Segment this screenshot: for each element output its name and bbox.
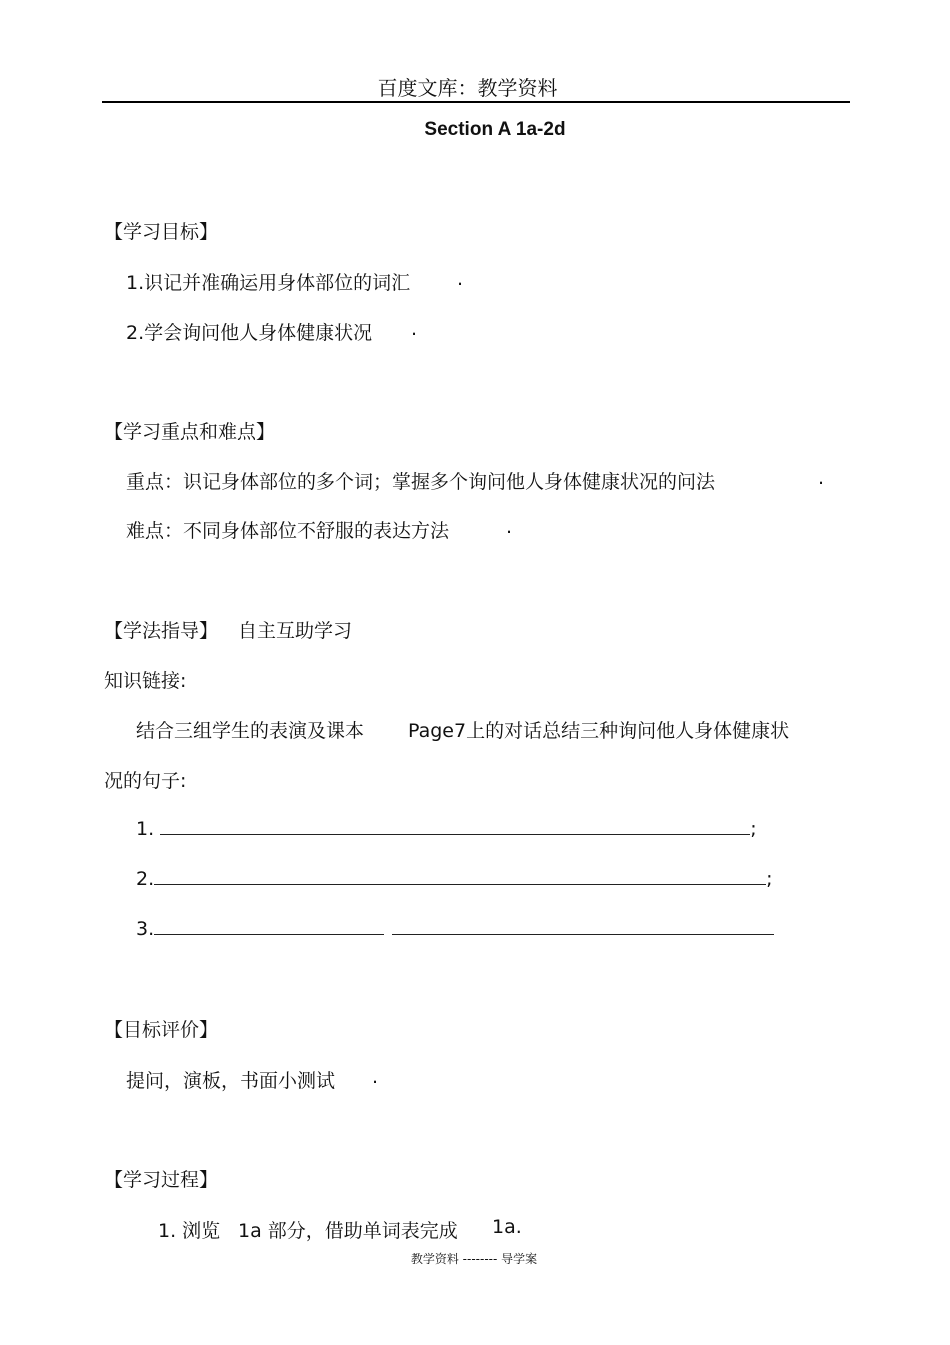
- process-step-1-text: 1a 部分，借助单词表完成: [238, 1220, 458, 1242]
- focus-period: .: [818, 467, 825, 489]
- difficulty-text: 难点：不同身体部位不舒服的表达方法: [126, 520, 450, 542]
- evaluation-period: .: [372, 1066, 379, 1088]
- blank-number-1: 1.: [136, 818, 155, 840]
- blank-number-3: 3.: [136, 918, 155, 940]
- answer-blank-3b[interactable]: [392, 917, 774, 935]
- page-footer: 教学资料 -------- 导学案: [410, 1252, 538, 1266]
- paragraph-page-ref: Page7上的对话总结三种询问他人身体健康状: [408, 720, 790, 742]
- objective-item-1: 1.识记并准确运用身体部位的词汇: [126, 272, 411, 294]
- answer-blank-2[interactable]: [154, 867, 766, 885]
- objectives-heading: 【学习目标】: [104, 221, 219, 243]
- objective-item-1-period: .: [457, 268, 464, 290]
- process-heading: 【学习过程】: [104, 1169, 219, 1191]
- method-heading: 【学法指导】: [104, 620, 219, 642]
- difficulty-period: .: [506, 516, 513, 538]
- evaluation-text: 提问，演板，书面小测试: [126, 1070, 336, 1092]
- blank-line-2: [136, 867, 773, 890]
- objective-item-2: 2.学会询问他人身体健康状况: [126, 322, 373, 344]
- blank-line-3: [136, 917, 774, 940]
- blank-end-2: ;: [766, 868, 773, 890]
- knowledge-link-label: 知识链接:: [104, 670, 187, 692]
- process-step-1-number: 1. 浏览: [158, 1220, 221, 1242]
- page-header: 百度文库：教学资料: [377, 76, 558, 100]
- blank-number-2: 2.: [136, 868, 155, 890]
- blank-end-1: ;: [750, 818, 757, 840]
- focus-text: 重点：识记身体部位的多个词；掌握多个询问他人身体健康状况的问法: [126, 471, 716, 493]
- objective-item-2-period: .: [411, 318, 418, 340]
- answer-blank-3a[interactable]: [154, 917, 384, 935]
- paragraph-part-2: 况的句子:: [104, 770, 187, 792]
- answer-blank-1[interactable]: [160, 817, 750, 835]
- key-points-heading: 【学习重点和难点】: [104, 421, 276, 443]
- process-step-1-end: 1a.: [492, 1216, 522, 1238]
- header-divider: [102, 101, 850, 103]
- method-value: 自主互助学习: [238, 620, 353, 642]
- document-title: Section A 1a-2d: [424, 119, 566, 140]
- blank-line-1: [136, 817, 757, 840]
- paragraph-part-1: 结合三组学生的表演及课本: [136, 720, 365, 742]
- evaluation-heading: 【目标评价】: [104, 1019, 219, 1041]
